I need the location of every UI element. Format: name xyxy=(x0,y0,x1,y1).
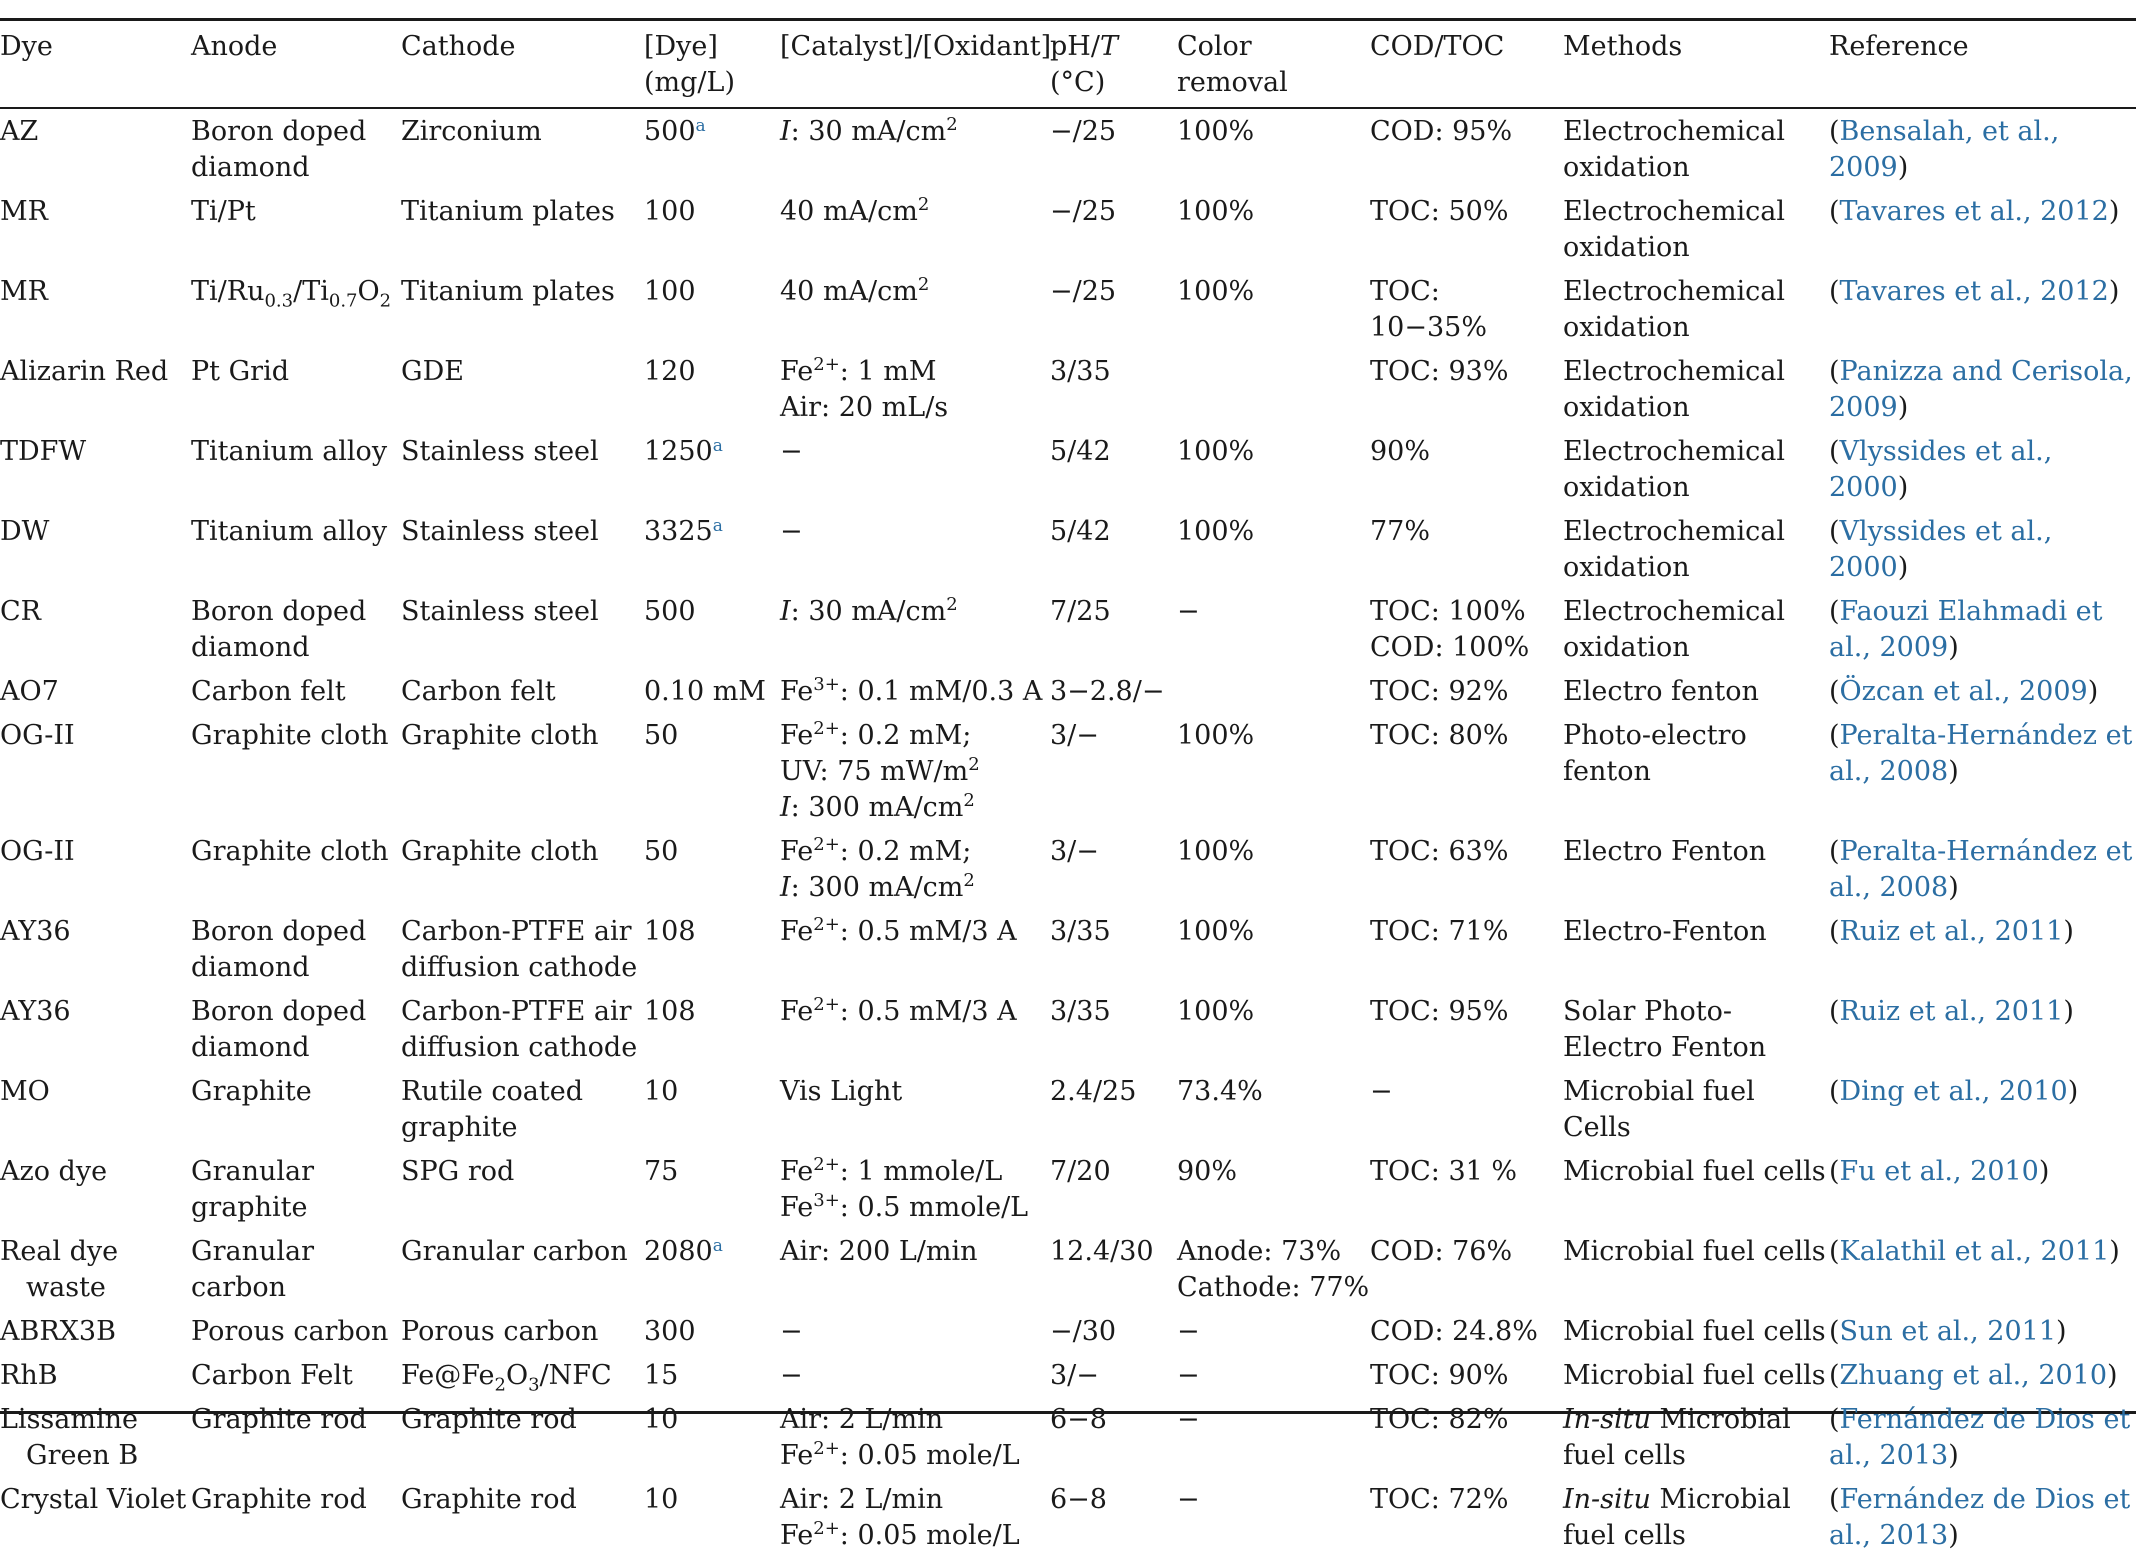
cell-cod-toc: COD: 95% xyxy=(1370,116,1513,147)
cell-cathode: SPG rod xyxy=(401,1156,515,1187)
reference-link[interactable]: Tavares et al., 2012 xyxy=(1839,276,2109,307)
cell-reference[interactable]: (Tavares et al., 2012) xyxy=(1829,196,2120,227)
cell-cod-toc: TOC: 72% xyxy=(1370,1484,1509,1515)
footnote-marker[interactable]: a xyxy=(712,436,723,456)
cell-cathode: Porous carbon xyxy=(401,1316,599,1347)
col-header-cod-label: COD/TOC xyxy=(1370,31,1505,62)
cell-method: Electro-Fenton xyxy=(1563,916,1767,947)
cell-anode: Boron doped diamond xyxy=(191,996,367,1063)
col-header-dye-label: Dye xyxy=(0,31,53,62)
cell-reference[interactable]: (Tavares et al., 2012) xyxy=(1829,276,2120,307)
cell-method: Electrochemical oxidation xyxy=(1563,516,1786,583)
cell-dye-conc: 2080$^a$ xyxy=(644,1236,723,1267)
cell-cod-toc: TOC: 100% COD: 100% xyxy=(1370,596,1530,663)
cell-anode: Graphite cloth xyxy=(191,836,389,867)
cell-color-removal: 100% xyxy=(1177,996,1255,1027)
cell-catalyst: $Fe^{2+}$: 0.5 mM/3 A xyxy=(780,994,1017,1027)
cell-color-removal: 100% xyxy=(1177,196,1255,227)
cell-anode: Graphite xyxy=(191,1076,312,1107)
cell-cathode: Graphite cloth xyxy=(401,720,599,751)
cell-ph-temp: 5/42 xyxy=(1050,516,1111,547)
cell-anode: Graphite cloth xyxy=(191,720,389,751)
cell-dye-conc: 3325$^a$ xyxy=(644,516,723,547)
cell-ph-temp: 3/− xyxy=(1050,1360,1099,1391)
table-row xyxy=(0,1474,2136,1554)
table-row xyxy=(0,1146,2136,1226)
table-row xyxy=(0,1226,2136,1306)
cell-catalyst: $Fe^{3+}$: 0.1 mM/0.3 A xyxy=(780,674,1043,707)
cell-method: In-situ Microbial fuel cells xyxy=(1563,1484,1791,1551)
cell-cod-toc: TOC: 80% xyxy=(1370,720,1509,751)
cell-cathode: Rutile coated graphite xyxy=(401,1076,583,1143)
cell-dye-conc: 75 xyxy=(644,1156,679,1187)
cell-dye-conc: 10 xyxy=(644,1404,679,1435)
cell-dye: OG-II xyxy=(0,836,75,867)
cell-catalyst: $Fe^{2+}$: 1 mM Air: 20 mL/s xyxy=(780,354,949,423)
cell-dye: DW xyxy=(0,516,50,547)
col-header-dye-conc xyxy=(644,21,780,106)
cell-cod-toc: TOC: 95% xyxy=(1370,996,1509,1027)
cell-ph-temp: 12.4/30 xyxy=(1050,1236,1154,1267)
cell-color-removal: 100% xyxy=(1177,436,1255,467)
cell-reference[interactable]: (Ruiz et al., 2011) xyxy=(1829,996,2074,1027)
cell-dye-conc: 108 xyxy=(644,916,696,947)
cell-dye: MR xyxy=(0,276,48,307)
table-row xyxy=(0,666,2136,710)
cell-cod-toc: TOC: 92% xyxy=(1370,676,1509,707)
table-row xyxy=(0,426,2136,506)
cell-catalyst: − xyxy=(780,436,803,467)
col-header-methods xyxy=(1563,21,1829,106)
cell-cod-toc: TOC: 82% xyxy=(1370,1404,1509,1435)
cell-anode: Titanium alloy xyxy=(191,516,388,547)
cell-method: In-situ Microbial fuel cells xyxy=(1563,1404,1791,1471)
cell-catalyst: Air: 200 L/min xyxy=(780,1236,978,1267)
col-header-catalyst xyxy=(780,21,1050,106)
cell-anode: Ti/Pt xyxy=(191,196,256,227)
reference-link[interactable]: Fu et al., 2010 xyxy=(1839,1156,2039,1187)
cell-anode: Titanium alloy xyxy=(191,436,388,467)
reference-link[interactable]: Zhuang et al., 2010 xyxy=(1839,1360,2108,1391)
cell-dye-conc: 300 xyxy=(644,1316,696,1347)
cell-ph-temp: 3/35 xyxy=(1050,356,1111,387)
cell-color-removal: 100% xyxy=(1177,836,1255,867)
cell-cathode: Graphite cloth xyxy=(401,836,599,867)
reference-link[interactable]: Ding et al., 2010 xyxy=(1839,1076,2068,1107)
table-row xyxy=(0,506,2136,586)
cell-cathode: Titanium plates xyxy=(401,276,615,307)
cell-dye: Lissamine Green B xyxy=(0,1404,139,1471)
cell-ph-temp: 2.4/25 xyxy=(1050,1076,1137,1107)
table-row xyxy=(0,106,2136,186)
cell-cathode: Carbon felt xyxy=(401,676,556,707)
cell-dye-conc: 108 xyxy=(644,996,696,1027)
cell-reference[interactable]: (Ding et al., 2010) xyxy=(1829,1076,2079,1107)
cell-cathode: Zirconium xyxy=(401,116,542,147)
cell-dye-conc: 100 xyxy=(644,196,696,227)
col-header-ph-line2: (°C) xyxy=(1050,67,1106,98)
cell-dye-conc: 10 xyxy=(644,1484,679,1515)
cell-cod-toc: TOC: 31 % xyxy=(1370,1156,1518,1187)
table-row xyxy=(0,826,2136,906)
col-header-methods-label: Methods xyxy=(1563,31,1683,62)
cell-reference[interactable]: (Fu et al., 2010) xyxy=(1829,1156,2050,1187)
reference-link[interactable]: Ruiz et al., 2011 xyxy=(1839,996,2064,1027)
footnote-marker[interactable]: a xyxy=(695,116,706,136)
cell-dye-conc: 500$^a$ xyxy=(644,116,706,147)
cell-dye: AY36 xyxy=(0,996,71,1027)
cell-cod-toc: 77% xyxy=(1370,516,1431,547)
cell-catalyst: 40 $mA/cm^2$ xyxy=(780,274,930,307)
cell-ph-temp: 3/35 xyxy=(1050,996,1111,1027)
cell-reference[interactable]: (Peralta-Hernández et al., 2008) xyxy=(1829,720,2133,787)
reference-link[interactable]: Vlyssides et al., 2000 xyxy=(1829,436,2053,503)
cell-dye: AY36 xyxy=(0,916,71,947)
cell-ph-temp: 3/35 xyxy=(1050,916,1111,947)
cell-dye: MO xyxy=(0,1076,50,1107)
cell-dye: ABRX3B xyxy=(0,1316,116,1347)
cell-color-removal: − xyxy=(1177,1316,1200,1347)
cell-color-removal: 100% xyxy=(1177,516,1255,547)
cell-ph-temp: −/25 xyxy=(1050,276,1117,307)
cell-cod-toc: TOC: 63% xyxy=(1370,836,1509,867)
table-row xyxy=(0,1394,2136,1474)
cell-ph-temp: 6−8 xyxy=(1050,1404,1107,1435)
cell-dye: AZ xyxy=(0,116,39,147)
cell-method: Solar Photo-Electro Fenton xyxy=(1563,996,1767,1063)
cell-cathode: Stainless steel xyxy=(401,516,599,547)
cell-cod-toc: COD: 76% xyxy=(1370,1236,1513,1267)
reference-link[interactable]: Tavares et al., 2012 xyxy=(1839,196,2109,227)
cell-catalyst: − xyxy=(780,1360,803,1391)
reference-link[interactable]: Sun et al., 2011 xyxy=(1839,1316,2057,1347)
cell-reference[interactable]: (Peralta-Hernández et al., 2008) xyxy=(1829,836,2133,903)
cell-method: Electro fenton xyxy=(1563,676,1759,707)
cell-catalyst: $Fe^{2+}$: 0.2 mM; UV: 75 $mW/m^2$ I: 300 $mA/cm^2$ xyxy=(780,718,980,823)
cell-color-removal: − xyxy=(1177,1404,1200,1435)
cell-ph-temp: −/25 xyxy=(1050,116,1117,147)
cell-color-removal: − xyxy=(1177,1484,1200,1515)
cell-cathode: Stainless steel xyxy=(401,596,599,627)
cell-reference[interactable]: (Fernández de Dios et al., 2013) xyxy=(1829,1404,2131,1471)
cell-cathode: $Fe@Fe_2O_3$/NFC xyxy=(401,1360,612,1396)
cell-catalyst: Air: 2 L/min $Fe^{2+}$: 0.05 mole/L xyxy=(780,1484,1020,1551)
table-body xyxy=(0,106,2136,1554)
col-header-conc-line1: [Dye] xyxy=(644,31,718,62)
cell-dye-conc: 1250$^a$ xyxy=(644,436,723,467)
cell-dye-conc: 10 xyxy=(644,1076,679,1107)
cell-method: Electrochemical oxidation xyxy=(1563,116,1786,183)
table-row xyxy=(0,186,2136,266)
col-header-dye xyxy=(0,21,191,106)
cell-cod-toc: TOC: 50% xyxy=(1370,196,1509,227)
cell-ph-temp: −/25 xyxy=(1050,196,1117,227)
cell-dye: AO7 xyxy=(0,676,59,707)
cell-anode: Pt Grid xyxy=(191,356,289,387)
cell-method: Photo-electro fenton xyxy=(1563,720,1747,787)
cell-dye: Alizarin Red xyxy=(0,356,169,387)
cell-method: Microbial fuel Cells xyxy=(1563,1076,1755,1143)
cell-reference[interactable]: (Bensalah, et al., 2009) xyxy=(1829,116,2060,183)
cell-ph-temp: 3/− xyxy=(1050,836,1099,867)
reference-link[interactable]: Bensalah, et al., 2009 xyxy=(1829,116,2060,183)
reference-link[interactable]: Fernández de Dios et al., 2013 xyxy=(1829,1484,2131,1551)
cell-cathode: Granular carbon xyxy=(401,1236,628,1267)
col-header-anode xyxy=(191,21,401,106)
cell-ph-temp: 6−8 xyxy=(1050,1484,1107,1515)
table-row xyxy=(0,586,2136,666)
reference-link[interactable]: Panizza and Cerisola, 2009 xyxy=(1829,356,2133,423)
cell-dye-conc: 120 xyxy=(644,356,696,387)
cell-anode: Granular graphite xyxy=(191,1156,314,1223)
cell-ph-temp: 7/20 xyxy=(1050,1156,1111,1187)
cell-catalyst: I: 30 $mA/cm^2$ xyxy=(780,594,958,627)
col-header-anode-label: Anode xyxy=(191,31,278,62)
col-header-cathode xyxy=(401,21,644,106)
table-row xyxy=(0,1350,2136,1394)
cell-cathode: Carbon-PTFE air diffusion cathode xyxy=(401,996,638,1063)
reference-link[interactable]: Faouzi Elahmadi et al., 2009 xyxy=(1829,596,2103,663)
cell-dye: Azo dye xyxy=(0,1156,108,1187)
table-row xyxy=(0,266,2136,346)
cell-color-removal: 100% xyxy=(1177,116,1255,147)
table-row xyxy=(0,1306,2136,1350)
cell-dye: Real dye waste xyxy=(0,1236,119,1303)
footnote-marker[interactable]: a xyxy=(712,1236,723,1256)
cell-method: Microbial fuel cells xyxy=(1563,1236,1826,1267)
cell-anode: Granular carbon xyxy=(191,1236,314,1303)
cell-catalyst: Vis Light xyxy=(780,1076,903,1107)
cell-dye: CR xyxy=(0,596,41,627)
table-row xyxy=(0,710,2136,826)
reference-link[interactable]: Peralta-Hernández et al., 2008 xyxy=(1829,720,2133,787)
cell-cod-toc: 90% xyxy=(1370,436,1431,467)
cell-cathode: GDE xyxy=(401,356,464,387)
cell-cathode: Graphite rod xyxy=(401,1484,577,1515)
cell-method: Electrochemical oxidation xyxy=(1563,276,1786,343)
col-header-reference xyxy=(1829,21,2136,106)
cell-color-removal: Anode: 73% Cathode: 77% xyxy=(1177,1236,1370,1303)
cell-method: Electro Fenton xyxy=(1563,836,1767,867)
cell-catalyst: $Fe^{2+}$: 0.5 mM/3 A xyxy=(780,914,1017,947)
cell-reference[interactable]: (Özcan et al., 2009) xyxy=(1829,676,2099,707)
cell-catalyst: Air: 2 L/min $Fe^{2+}$: 0.05 mole/L xyxy=(780,1404,1020,1471)
cell-anode: Graphite rod xyxy=(191,1484,367,1515)
col-header-conc-line2: (mg/L) xyxy=(644,67,735,98)
cell-cod-toc: COD: 24.8% xyxy=(1370,1316,1538,1347)
cell-dye-conc: 50 xyxy=(644,836,679,867)
cell-color-removal: 100% xyxy=(1177,276,1255,307)
cell-dye-conc: 100 xyxy=(644,276,696,307)
cell-method: Microbial fuel cells xyxy=(1563,1316,1826,1347)
table-row xyxy=(0,346,2136,426)
cell-dye: TDFW xyxy=(0,436,87,467)
cell-cod-toc: TOC: 93% xyxy=(1370,356,1509,387)
col-header-ph-line1: pH/T xyxy=(1050,31,1118,62)
cell-cod-toc: TOC: 90% xyxy=(1370,1360,1509,1391)
cell-reference[interactable]: (Sun et al., 2011) xyxy=(1829,1316,2067,1347)
reference-link[interactable]: Kalathil et al., 2011 xyxy=(1839,1236,2110,1267)
table-row xyxy=(0,986,2136,1066)
cell-method: Electrochemical oxidation xyxy=(1563,596,1786,663)
cell-dye-conc: 50 xyxy=(644,720,679,751)
cell-reference[interactable]: (Fernández de Dios et al., 2013) xyxy=(1829,1484,2131,1551)
cell-color-removal: 90% xyxy=(1177,1156,1238,1187)
cell-color-removal: 73.4% xyxy=(1177,1076,1263,1107)
reference-link[interactable]: Ruiz et al., 2011 xyxy=(1839,916,2064,947)
cell-anode: Boron doped diamond xyxy=(191,116,367,183)
cell-method: Microbial fuel cells xyxy=(1563,1156,1826,1187)
cell-ph-temp: 7/25 xyxy=(1050,596,1111,627)
cell-anode: Boron doped diamond xyxy=(191,596,367,663)
cell-color-removal xyxy=(1177,666,1370,710)
cell-cod-toc: − xyxy=(1370,1076,1393,1107)
cell-cod-toc: TOC: 10−35% xyxy=(1370,276,1487,343)
cell-reference[interactable]: (Zhuang et al., 2010) xyxy=(1829,1360,2118,1391)
reference-link[interactable]: Vlyssides et al., 2000 xyxy=(1829,516,2053,583)
cell-method: Microbial fuel cells xyxy=(1563,1360,1826,1391)
cell-color-removal: − xyxy=(1177,596,1200,627)
table-header-row xyxy=(0,21,2136,106)
cell-cathode: Stainless steel xyxy=(401,436,599,467)
table-row xyxy=(0,906,2136,986)
cell-color-removal: 100% xyxy=(1177,720,1255,751)
col-header-ph-temp xyxy=(1050,21,1177,106)
cell-ph-temp: 3/− xyxy=(1050,720,1099,751)
data-table xyxy=(0,21,2136,1554)
cell-dye: RhB xyxy=(0,1360,58,1391)
cell-color-removal: 100% xyxy=(1177,916,1255,947)
cell-catalyst: − xyxy=(780,1316,803,1347)
cell-dye: OG-II xyxy=(0,720,75,751)
cell-method: Electrochemical oxidation xyxy=(1563,196,1786,263)
cell-method: Electrochemical oxidation xyxy=(1563,436,1786,503)
col-header-color-removal xyxy=(1177,21,1370,106)
cell-anode: Porous carbon xyxy=(191,1316,389,1347)
cell-reference[interactable]: (Kalathil et al., 2011) xyxy=(1829,1236,2120,1267)
cell-cathode: Graphite rod xyxy=(401,1404,577,1435)
cell-dye-conc: 500 xyxy=(644,596,696,627)
cell-anode: Carbon Felt xyxy=(191,1360,353,1391)
cell-dye-conc: 0.10 mM xyxy=(644,676,766,707)
reference-link[interactable]: Fernández de Dios et al., 2013 xyxy=(1829,1404,2131,1471)
cell-dye: Crystal Violet xyxy=(0,1484,187,1515)
reference-link[interactable]: Peralta-Hernández et al., 2008 xyxy=(1829,836,2133,903)
cell-ph-temp: 3−2.8/− xyxy=(1050,676,1165,707)
cell-reference[interactable]: (Ruiz et al., 2011) xyxy=(1829,916,2074,947)
cell-dye: MR xyxy=(0,196,48,227)
cell-anode: Carbon felt xyxy=(191,676,346,707)
cell-reference[interactable]: (Panizza and Cerisola, 2009) xyxy=(1829,356,2133,423)
cell-ph-temp: −/30 xyxy=(1050,1316,1117,1347)
cell-cod-toc: TOC: 71% xyxy=(1370,916,1509,947)
footnote-marker[interactable]: a xyxy=(712,516,723,536)
col-header-catalyst-label: [Catalyst]/[Oxidant] xyxy=(780,31,1052,62)
cell-catalyst: $Fe^{2+}$: 0.2 mM; I: 300 $mA/cm^2$ xyxy=(780,834,975,903)
cell-color-removal xyxy=(1177,346,1370,426)
cell-method: Electrochemical oxidation xyxy=(1563,356,1786,423)
cell-ph-temp: 5/42 xyxy=(1050,436,1111,467)
col-header-color-line1: Color xyxy=(1177,31,1252,62)
table-row xyxy=(0,1066,2136,1146)
col-header-reference-label: Reference xyxy=(1829,31,1969,62)
cell-reference[interactable]: (Vlyssides et al., 2000) xyxy=(1829,436,2053,503)
cell-color-removal: − xyxy=(1177,1360,1200,1391)
cell-cathode: Titanium plates xyxy=(401,196,615,227)
cell-catalyst: $Fe^{2+}$: 1 mmole/L $Fe^{3+}$: 0.5 mmole/L xyxy=(780,1154,1029,1223)
reference-link[interactable]: Özcan et al., 2009 xyxy=(1839,676,2088,707)
cell-dye-conc: 15 xyxy=(644,1360,679,1391)
cell-catalyst: − xyxy=(780,516,803,547)
col-header-cathode-label: Cathode xyxy=(401,31,516,62)
cell-catalyst: I: 30 $mA/cm^2$ xyxy=(780,114,958,147)
cell-anode: Boron doped diamond xyxy=(191,916,367,983)
cell-anode: $Ti/Ru_{0.3}/Ti_{0.7}O_2$ xyxy=(191,276,392,312)
cell-catalyst: 40 $mA/cm^2$ xyxy=(780,194,930,227)
cell-reference[interactable]: (Vlyssides et al., 2000) xyxy=(1829,516,2053,583)
cell-cathode: Carbon-PTFE air diffusion cathode xyxy=(401,916,638,983)
col-header-color-line2: removal xyxy=(1177,67,1288,98)
col-header-cod-toc xyxy=(1370,21,1563,106)
cell-reference[interactable]: (Faouzi Elahmadi et al., 2009) xyxy=(1829,596,2103,663)
cell-anode: Graphite rod xyxy=(191,1404,367,1435)
